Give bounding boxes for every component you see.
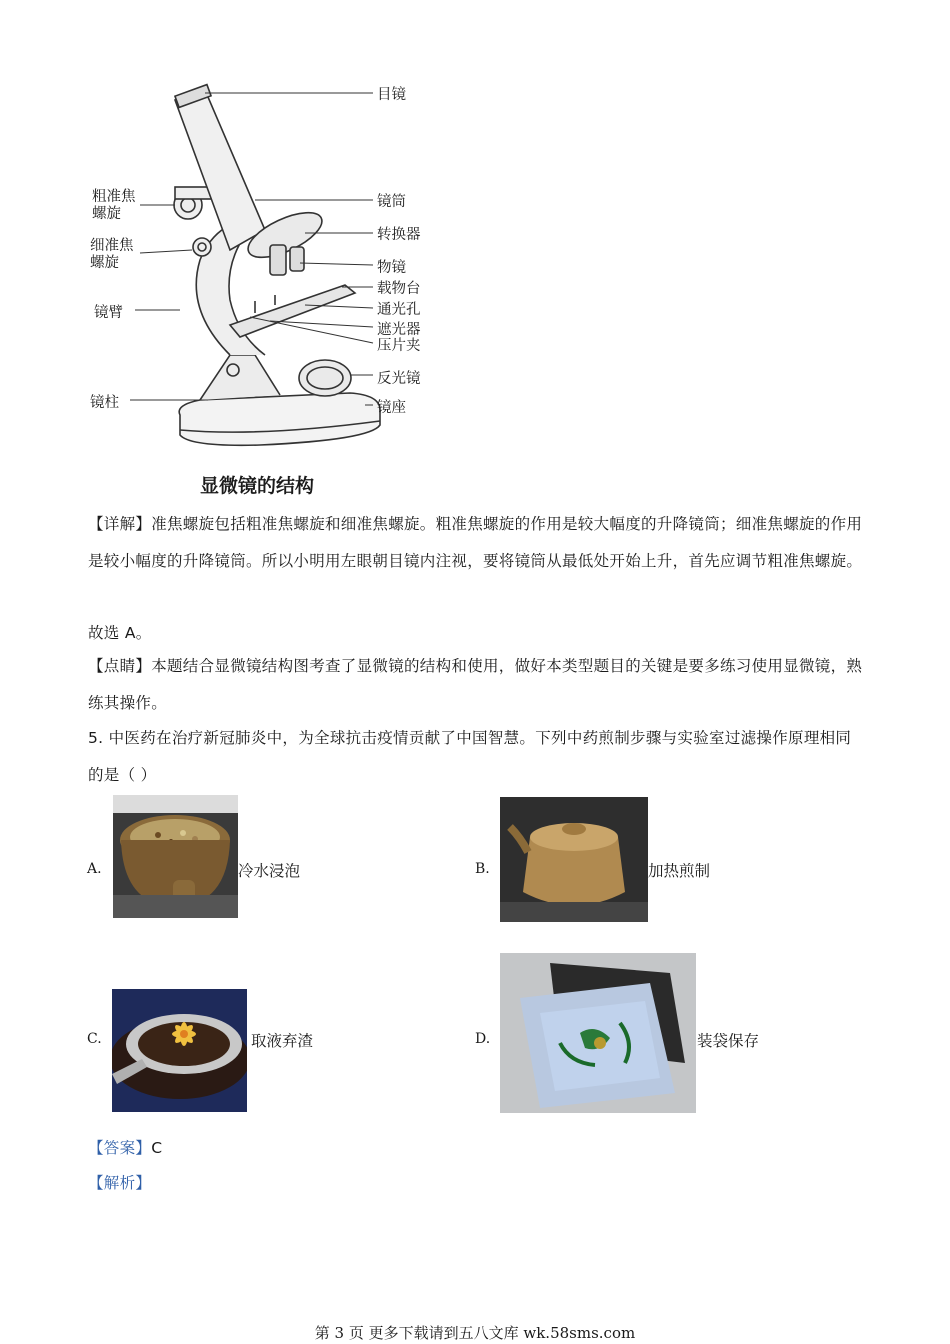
label-aperture: 通光孔 — [377, 302, 421, 318]
diagram-title: 显微镜的结构 — [200, 475, 315, 497]
label-objective: 物镜 — [377, 260, 406, 276]
option-d-letter: D. — [475, 1031, 491, 1047]
option-c-text: 取液弃渣 — [251, 1032, 314, 1050]
label-tube: 镜筒 — [377, 194, 406, 210]
option-a-letter: A. — [87, 861, 102, 877]
page-footer: 第 3 页 更多下载请到五八文库 wk.58sms.com — [314, 1324, 636, 1342]
option-c-image — [112, 989, 247, 1112]
label-eyepiece: 目镜 — [377, 87, 406, 103]
microscope-diagram — [80, 75, 440, 505]
comment-tag: 【点睛】 — [88, 657, 152, 675]
label-arm: 镜臂 — [94, 305, 123, 321]
answer-value: C — [151, 1139, 163, 1157]
label-stage: 载物台 — [377, 281, 421, 297]
label-fine-knob: 细准焦 螺旋 — [90, 238, 134, 271]
explanation-paragraph — [88, 506, 863, 580]
option-b-image — [500, 797, 648, 922]
label-diaphragm: 遮光器 — [377, 322, 421, 338]
label-coarse-knob: 粗准焦 螺旋 — [92, 189, 136, 222]
question-number: 5. — [88, 729, 104, 747]
explanation-text: 准焦螺旋包括粗准焦螺旋和细准焦螺旋。粗准焦螺旋的作用是较大幅度的升降镜筒；细准焦螺旋的作用是较小幅度的升降镜筒。所以小明用左眼朝目镜内注视，要将镜筒从最低处开始上升，首先应调节粗准焦螺旋。 — [88, 515, 863, 570]
answer-tag: 【答案】 — [88, 1139, 152, 1157]
label-clip: 压片夹 — [377, 338, 421, 354]
answer-line — [88, 1130, 863, 1166]
option-a-text: 冷水浸泡 — [238, 862, 301, 880]
comment-text: 本题结合显微镜结构图考查了显微镜的结构和使用，做好本类型题目的关键是要多练习使用显微镜，熟练其操作。 — [88, 657, 863, 712]
explanation-tag: 【详解】 — [88, 515, 152, 533]
option-d-text: 装袋保存 — [697, 1032, 760, 1050]
question-5 — [88, 720, 863, 794]
label-nosepiece: 转换器 — [377, 227, 421, 243]
label-base: 镜座 — [377, 400, 406, 416]
analysis-tag: 【解析】 — [88, 1174, 152, 1192]
option-a-image — [113, 795, 238, 918]
option-b-letter: B. — [475, 861, 490, 877]
question-text: 中医药在治疗新冠肺炎中，为全球抗击疫情贡献了中国智慧。下列中药煎制步骤与实验室过滤操作原理相同的是（ ） — [88, 729, 852, 784]
option-d-image — [500, 953, 696, 1113]
explanation-answer-line: 故选 A。 — [88, 624, 152, 642]
option-c-letter: C. — [87, 1031, 102, 1047]
label-mirror: 反光镜 — [377, 371, 421, 387]
label-pillar: 镜柱 — [90, 395, 119, 411]
comment-paragraph — [88, 648, 863, 722]
option-b-text: 加热煎制 — [648, 862, 711, 880]
